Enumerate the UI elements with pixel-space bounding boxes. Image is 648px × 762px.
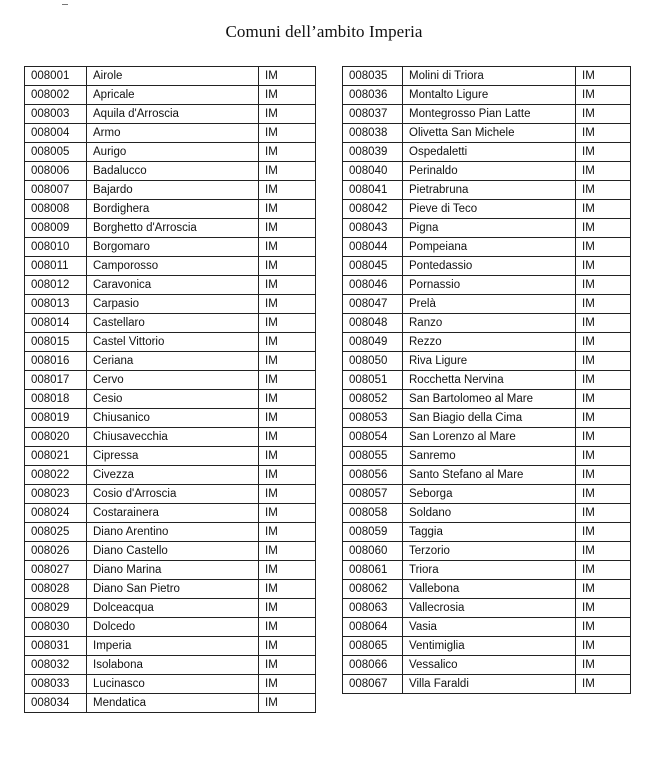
province-code: IM bbox=[259, 371, 316, 390]
province-code: IM bbox=[576, 124, 631, 143]
comune-code: 008012 bbox=[25, 276, 87, 295]
province-code: IM bbox=[259, 257, 316, 276]
comune-name: Airole bbox=[87, 67, 259, 86]
comune-name: Dolceacqua bbox=[87, 599, 259, 618]
comune-name: Mendatica bbox=[87, 694, 259, 713]
comune-code: 008057 bbox=[343, 485, 403, 504]
comune-code: 008023 bbox=[25, 485, 87, 504]
comune-name: Lucinasco bbox=[87, 675, 259, 694]
comune-code: 008034 bbox=[25, 694, 87, 713]
province-code: IM bbox=[576, 523, 631, 542]
comune-code: 008052 bbox=[343, 390, 403, 409]
table-row bbox=[343, 561, 631, 580]
comune-code: 008006 bbox=[25, 162, 87, 181]
comune-code: 008024 bbox=[25, 504, 87, 523]
table-row bbox=[25, 561, 316, 580]
comune-name: Prelà bbox=[403, 295, 576, 314]
comune-code: 008032 bbox=[25, 656, 87, 675]
comune-code: 008005 bbox=[25, 143, 87, 162]
province-code: IM bbox=[259, 561, 316, 580]
table-row bbox=[343, 447, 631, 466]
table-row bbox=[343, 580, 631, 599]
comune-name: Riva Ligure bbox=[403, 352, 576, 371]
table-row bbox=[25, 352, 316, 371]
table-row bbox=[25, 580, 316, 599]
comune-code: 008004 bbox=[25, 124, 87, 143]
comune-code: 008002 bbox=[25, 86, 87, 105]
comune-code: 008059 bbox=[343, 523, 403, 542]
province-code: IM bbox=[576, 542, 631, 561]
comune-code: 008038 bbox=[343, 124, 403, 143]
comune-name: Pigna bbox=[403, 219, 576, 238]
province-code: IM bbox=[576, 675, 631, 694]
comune-name: Ranzo bbox=[403, 314, 576, 333]
province-code: IM bbox=[576, 200, 631, 219]
table-row bbox=[25, 656, 316, 675]
table-row bbox=[25, 314, 316, 333]
comune-name: San Bartolomeo al Mare bbox=[403, 390, 576, 409]
province-code: IM bbox=[259, 333, 316, 352]
table-row bbox=[25, 618, 316, 637]
comune-code: 008065 bbox=[343, 637, 403, 656]
province-code: IM bbox=[259, 295, 316, 314]
comune-name: Vessalico bbox=[403, 656, 576, 675]
province-code: IM bbox=[259, 580, 316, 599]
province-code: IM bbox=[576, 580, 631, 599]
table-row bbox=[343, 124, 631, 143]
comune-name: Seborga bbox=[403, 485, 576, 504]
table-row bbox=[343, 143, 631, 162]
comune-name: Rezzo bbox=[403, 333, 576, 352]
province-code: IM bbox=[576, 295, 631, 314]
province-code: IM bbox=[259, 656, 316, 675]
province-code: IM bbox=[259, 314, 316, 333]
table-row bbox=[343, 371, 631, 390]
province-code: IM bbox=[576, 219, 631, 238]
comune-name: Pompeiana bbox=[403, 238, 576, 257]
comune-code: 008014 bbox=[25, 314, 87, 333]
table-row bbox=[343, 675, 631, 694]
province-code: IM bbox=[576, 276, 631, 295]
comune-name: Badalucco bbox=[87, 162, 259, 181]
comune-name: Camporosso bbox=[87, 257, 259, 276]
comune-code: 008041 bbox=[343, 181, 403, 200]
comune-code: 008008 bbox=[25, 200, 87, 219]
table-row bbox=[25, 333, 316, 352]
comune-code: 008028 bbox=[25, 580, 87, 599]
table-row bbox=[343, 333, 631, 352]
comune-name: Chiusanico bbox=[87, 409, 259, 428]
table-row bbox=[25, 485, 316, 504]
comune-name: Castel Vittorio bbox=[87, 333, 259, 352]
province-code: IM bbox=[259, 181, 316, 200]
comune-name: Armo bbox=[87, 124, 259, 143]
comune-code: 008063 bbox=[343, 599, 403, 618]
comune-name: Pieve di Teco bbox=[403, 200, 576, 219]
comune-code: 008035 bbox=[343, 67, 403, 86]
province-code: IM bbox=[259, 542, 316, 561]
comune-name: Carpasio bbox=[87, 295, 259, 314]
table-row bbox=[25, 105, 316, 124]
province-code: IM bbox=[576, 447, 631, 466]
table-row bbox=[25, 675, 316, 694]
table-row bbox=[343, 352, 631, 371]
province-code: IM bbox=[576, 409, 631, 428]
comune-code: 008001 bbox=[25, 67, 87, 86]
province-code: IM bbox=[576, 181, 631, 200]
table-row bbox=[343, 637, 631, 656]
table-row bbox=[25, 276, 316, 295]
table-row bbox=[343, 390, 631, 409]
province-code: IM bbox=[576, 485, 631, 504]
province-code: IM bbox=[576, 333, 631, 352]
province-code: IM bbox=[576, 637, 631, 656]
comune-name: San Biagio della Cima bbox=[403, 409, 576, 428]
comune-name: Diano San Pietro bbox=[87, 580, 259, 599]
table-row bbox=[343, 409, 631, 428]
table-row bbox=[343, 181, 631, 200]
table-row bbox=[343, 314, 631, 333]
comune-code: 008039 bbox=[343, 143, 403, 162]
comune-code: 008016 bbox=[25, 352, 87, 371]
province-code: IM bbox=[576, 656, 631, 675]
comune-name: Borgomaro bbox=[87, 238, 259, 257]
comune-code: 008021 bbox=[25, 447, 87, 466]
table-row bbox=[25, 238, 316, 257]
comune-name: Terzorio bbox=[403, 542, 576, 561]
province-code: IM bbox=[576, 105, 631, 124]
table-row bbox=[25, 504, 316, 523]
comune-code: 008020 bbox=[25, 428, 87, 447]
province-code: IM bbox=[576, 466, 631, 485]
comune-code: 008017 bbox=[25, 371, 87, 390]
comune-name: Pornassio bbox=[403, 276, 576, 295]
table-row bbox=[25, 599, 316, 618]
province-code: IM bbox=[576, 352, 631, 371]
table-row bbox=[343, 200, 631, 219]
table-row bbox=[343, 618, 631, 637]
province-code: IM bbox=[259, 162, 316, 181]
comune-code: 008019 bbox=[25, 409, 87, 428]
province-code: IM bbox=[259, 124, 316, 143]
table-row bbox=[25, 466, 316, 485]
province-code: IM bbox=[576, 257, 631, 276]
comune-code: 008055 bbox=[343, 447, 403, 466]
table-row bbox=[25, 428, 316, 447]
comune-name: Triora bbox=[403, 561, 576, 580]
comune-code: 008011 bbox=[25, 257, 87, 276]
province-code: IM bbox=[576, 504, 631, 523]
comune-name: Montegrosso Pian Latte bbox=[403, 105, 576, 124]
comune-name: Caravonica bbox=[87, 276, 259, 295]
province-code: IM bbox=[576, 162, 631, 181]
comune-name: Costarainera bbox=[87, 504, 259, 523]
province-code: IM bbox=[576, 561, 631, 580]
comune-code: 008050 bbox=[343, 352, 403, 371]
comuni-table-left-body bbox=[25, 67, 316, 713]
comune-code: 008049 bbox=[343, 333, 403, 352]
comune-code: 008046 bbox=[343, 276, 403, 295]
province-code: IM bbox=[259, 219, 316, 238]
comune-name: Apricale bbox=[87, 86, 259, 105]
comune-name: Olivetta San Michele bbox=[403, 124, 576, 143]
province-code: IM bbox=[259, 276, 316, 295]
comune-name: Cesio bbox=[87, 390, 259, 409]
table-row bbox=[25, 219, 316, 238]
comune-name: Civezza bbox=[87, 466, 259, 485]
comuni-table-right-body bbox=[343, 67, 631, 694]
comune-name: Sanremo bbox=[403, 447, 576, 466]
province-code: IM bbox=[576, 599, 631, 618]
table-row bbox=[25, 542, 316, 561]
table-row bbox=[25, 143, 316, 162]
comune-code: 008030 bbox=[25, 618, 87, 637]
comune-name: Pontedassio bbox=[403, 257, 576, 276]
province-code: IM bbox=[259, 86, 316, 105]
comune-code: 008003 bbox=[25, 105, 87, 124]
comune-code: 008056 bbox=[343, 466, 403, 485]
province-code: IM bbox=[576, 618, 631, 637]
table-row bbox=[343, 656, 631, 675]
table-row bbox=[25, 371, 316, 390]
table-row bbox=[25, 86, 316, 105]
province-code: IM bbox=[259, 466, 316, 485]
comune-name: Castellaro bbox=[87, 314, 259, 333]
table-row bbox=[25, 124, 316, 143]
table-row bbox=[343, 542, 631, 561]
comune-code: 008060 bbox=[343, 542, 403, 561]
table-row bbox=[25, 694, 316, 713]
comune-name: Villa Faraldi bbox=[403, 675, 576, 694]
province-code: IM bbox=[259, 409, 316, 428]
comune-name: Rocchetta Nervina bbox=[403, 371, 576, 390]
comune-name: Taggia bbox=[403, 523, 576, 542]
comune-name: Bordighera bbox=[87, 200, 259, 219]
table-row bbox=[343, 428, 631, 447]
comune-code: 008061 bbox=[343, 561, 403, 580]
comune-name: Diano Arentino bbox=[87, 523, 259, 542]
province-code: IM bbox=[576, 314, 631, 333]
comune-code: 008048 bbox=[343, 314, 403, 333]
table-row bbox=[25, 637, 316, 656]
province-code: IM bbox=[576, 390, 631, 409]
comune-code: 008007 bbox=[25, 181, 87, 200]
comune-code: 008037 bbox=[343, 105, 403, 124]
province-code: IM bbox=[259, 694, 316, 713]
province-code: IM bbox=[259, 428, 316, 447]
comuni-table-left bbox=[24, 66, 316, 713]
province-code: IM bbox=[259, 618, 316, 637]
table-row bbox=[25, 523, 316, 542]
comune-name: Aquila d'Arroscia bbox=[87, 105, 259, 124]
table-row bbox=[343, 67, 631, 86]
comune-name: Santo Stefano al Mare bbox=[403, 466, 576, 485]
comune-code: 008027 bbox=[25, 561, 87, 580]
comune-name: Vallebona bbox=[403, 580, 576, 599]
province-code: IM bbox=[259, 675, 316, 694]
province-code: IM bbox=[259, 523, 316, 542]
table-row bbox=[25, 200, 316, 219]
province-code: IM bbox=[259, 238, 316, 257]
province-code: IM bbox=[259, 637, 316, 656]
table-row bbox=[343, 257, 631, 276]
comune-code: 008015 bbox=[25, 333, 87, 352]
comune-name: Ceriana bbox=[87, 352, 259, 371]
comune-code: 008029 bbox=[25, 599, 87, 618]
province-code: IM bbox=[259, 352, 316, 371]
table-row bbox=[25, 162, 316, 181]
comune-code: 008053 bbox=[343, 409, 403, 428]
table-row bbox=[343, 276, 631, 295]
comune-name: Molini di Triora bbox=[403, 67, 576, 86]
comune-code: 008036 bbox=[343, 86, 403, 105]
comune-code: 008033 bbox=[25, 675, 87, 694]
province-code: IM bbox=[576, 86, 631, 105]
province-code: IM bbox=[259, 105, 316, 124]
comune-name: Soldano bbox=[403, 504, 576, 523]
table-row bbox=[343, 466, 631, 485]
province-code: IM bbox=[259, 504, 316, 523]
comune-name: Cervo bbox=[87, 371, 259, 390]
table-row bbox=[25, 295, 316, 314]
table-row bbox=[25, 390, 316, 409]
table-row bbox=[343, 105, 631, 124]
comune-code: 008013 bbox=[25, 295, 87, 314]
page-title: Comuni dell’ambito Imperia bbox=[225, 22, 423, 41]
comune-name: Isolabona bbox=[87, 656, 259, 675]
comune-name: Vallecrosia bbox=[403, 599, 576, 618]
comune-name: Cipressa bbox=[87, 447, 259, 466]
comune-code: 008045 bbox=[343, 257, 403, 276]
comune-name: Diano Marina bbox=[87, 561, 259, 580]
table-row bbox=[343, 485, 631, 504]
comune-name: Aurigo bbox=[87, 143, 259, 162]
province-code: IM bbox=[576, 238, 631, 257]
comune-name: Montalto Ligure bbox=[403, 86, 576, 105]
province-code: IM bbox=[259, 485, 316, 504]
table-row bbox=[25, 447, 316, 466]
comune-code: 008018 bbox=[25, 390, 87, 409]
table-row bbox=[25, 181, 316, 200]
comune-code: 008051 bbox=[343, 371, 403, 390]
comune-name: Ospedaletti bbox=[403, 143, 576, 162]
province-code: IM bbox=[259, 390, 316, 409]
province-code: IM bbox=[576, 371, 631, 390]
table-row bbox=[343, 504, 631, 523]
province-code: IM bbox=[576, 143, 631, 162]
table-row bbox=[343, 219, 631, 238]
table-row bbox=[25, 67, 316, 86]
table-row bbox=[343, 238, 631, 257]
table-row bbox=[343, 523, 631, 542]
comune-code: 008047 bbox=[343, 295, 403, 314]
comune-code: 008025 bbox=[25, 523, 87, 542]
comune-code: 008054 bbox=[343, 428, 403, 447]
comune-name: Chiusavecchia bbox=[87, 428, 259, 447]
comune-name: Ventimiglia bbox=[403, 637, 576, 656]
comune-name: Cosio d'Arroscia bbox=[87, 485, 259, 504]
province-code: IM bbox=[259, 143, 316, 162]
comune-name: Dolcedo bbox=[87, 618, 259, 637]
comune-name: Borghetto d'Arroscia bbox=[87, 219, 259, 238]
table-row bbox=[343, 295, 631, 314]
comune-name: San Lorenzo al Mare bbox=[403, 428, 576, 447]
province-code: IM bbox=[576, 428, 631, 447]
comune-code: 008064 bbox=[343, 618, 403, 637]
comune-code: 008044 bbox=[343, 238, 403, 257]
comune-code: 008043 bbox=[343, 219, 403, 238]
table-row bbox=[343, 599, 631, 618]
comune-name: Imperia bbox=[87, 637, 259, 656]
comune-code: 008040 bbox=[343, 162, 403, 181]
table-row bbox=[343, 162, 631, 181]
table-row bbox=[343, 86, 631, 105]
comune-code: 008026 bbox=[25, 542, 87, 561]
comune-code: 008022 bbox=[25, 466, 87, 485]
comuni-table-right bbox=[342, 66, 631, 694]
comune-code: 008058 bbox=[343, 504, 403, 523]
comune-code: 008010 bbox=[25, 238, 87, 257]
table-row bbox=[25, 257, 316, 276]
scan-mark bbox=[62, 4, 68, 5]
comune-code: 008042 bbox=[343, 200, 403, 219]
comune-code: 008067 bbox=[343, 675, 403, 694]
comune-code: 008062 bbox=[343, 580, 403, 599]
comune-name: Pietrabruna bbox=[403, 181, 576, 200]
province-code: IM bbox=[259, 67, 316, 86]
comune-name: Diano Castello bbox=[87, 542, 259, 561]
province-code: IM bbox=[576, 67, 631, 86]
comune-name: Perinaldo bbox=[403, 162, 576, 181]
comune-code: 008066 bbox=[343, 656, 403, 675]
comune-name: Vasia bbox=[403, 618, 576, 637]
table-row bbox=[25, 409, 316, 428]
comune-name: Bajardo bbox=[87, 181, 259, 200]
province-code: IM bbox=[259, 200, 316, 219]
province-code: IM bbox=[259, 599, 316, 618]
comune-code: 008031 bbox=[25, 637, 87, 656]
comune-code: 008009 bbox=[25, 219, 87, 238]
province-code: IM bbox=[259, 447, 316, 466]
